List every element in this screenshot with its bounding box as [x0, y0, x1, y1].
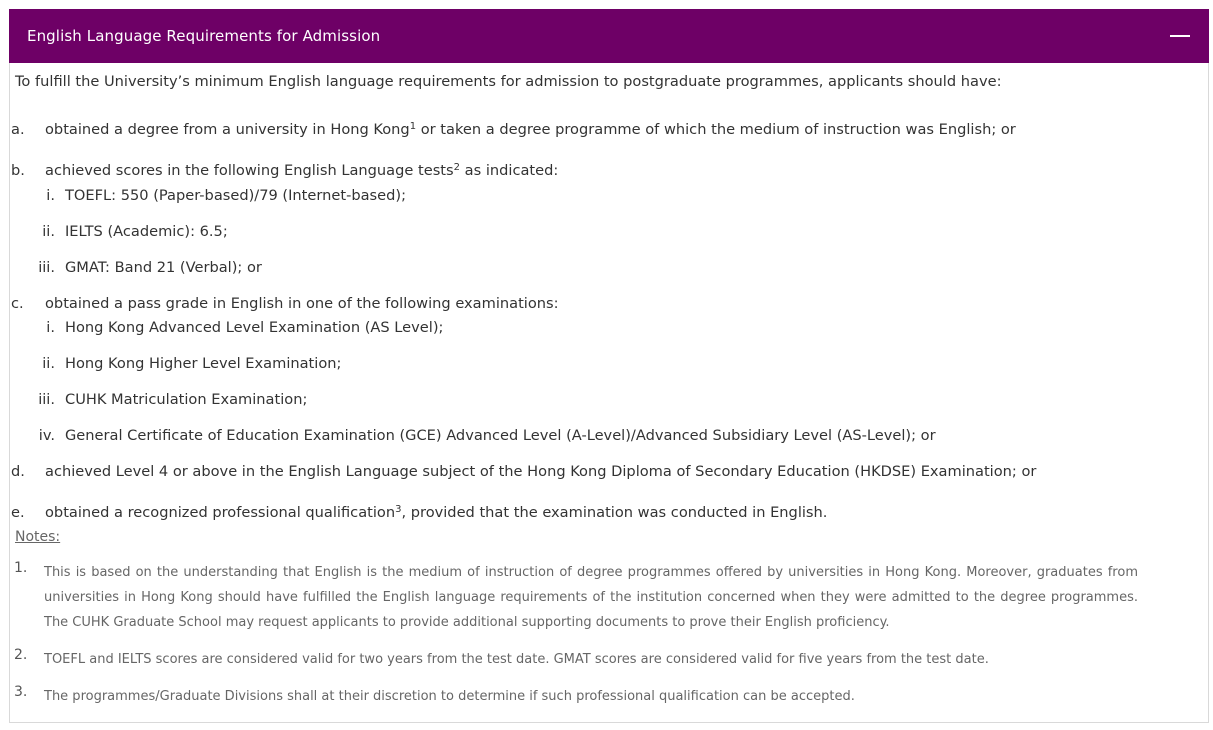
footnote-ref: 3 — [395, 504, 402, 515]
sub-item: iv. General Certificate of Education Examination (GCE) Advanced Level (A-Level)/Advanced Subsidiary Level (AS-Level); or — [38, 427, 936, 444]
list-marker: b. — [11, 162, 25, 179]
footnote-ref: 1 — [409, 121, 417, 132]
intro-text: To fulfill the University’s minimum English language requirements for admission to postgraduate programmes, applicants should have: — [15, 73, 1002, 90]
accordion-header[interactable] — [9, 9, 1209, 63]
note-marker: 3. — [14, 684, 28, 700]
list-item-text: obtained a pass grade in English in one of the following examinations: — [45, 295, 559, 312]
sub-item: ii. IELTS (Academic): 6.5; — [42, 223, 228, 240]
list-item-e — [11, 504, 827, 521]
minus-icon[interactable] — [1169, 25, 1191, 47]
list-item-text: achieved scores in the following English Language tests$^2$ as indicated: — [45, 162, 559, 179]
list-item-b — [11, 162, 558, 179]
sub-item: i. TOEFL: 550 (Paper-based)/79 (Internet-based); — [46, 187, 406, 204]
sub-item: i. Hong Kong Advanced Level Examination (AS Level); — [46, 319, 444, 336]
note-item — [14, 684, 1138, 709]
list-item-text: obtained a degree from a university in Hong Kong$^1$ or taken a degree programme of which the medium of instruction was English; or — [45, 121, 1016, 138]
sub-item: iii. GMAT: Band 21 (Verbal); or — [38, 259, 262, 276]
list-marker: c. — [11, 295, 24, 312]
note-text: This is based on the understanding that English is the medium of instruction of degree programmes offered by universities in Hong Kong. Moreover, graduates from universities in Hong Kong should have fulfilled the English language requirements of the institution concerned when they were admitted to the degree programmes. The CUHK Graduate School may request applicants to provide additional supporting documents to prove their English proficiency. — [44, 565, 1138, 630]
note-marker: 1. — [14, 560, 28, 576]
note-item — [14, 647, 1138, 672]
footnote-ref: 2 — [453, 162, 460, 173]
list-marker: e. — [11, 504, 25, 521]
list-item-text: obtained a recognized professional qualification$^3$, provided that the examination was conducted in English. — [45, 504, 828, 521]
sub-item: iii. CUHK Matriculation Examination; — [38, 391, 308, 408]
sub-item: ii. Hong Kong Higher Level Examination; — [42, 355, 342, 372]
note-item — [14, 560, 1138, 635]
note-text: The programmes/Graduate Divisions shall at their discretion to determine if such professional qualification can be accepted. — [44, 689, 855, 704]
notes-heading: Notes: — [15, 529, 61, 545]
list-marker: d. — [11, 463, 25, 480]
panel-title: English Language Requirements for Admission — [27, 27, 381, 45]
note-text: TOEFL and IELTS scores are considered valid for two years from the test date. GMAT scores are considered valid for five years from the test date. — [44, 652, 989, 667]
list-item-a — [11, 121, 1016, 138]
note-marker: 2. — [14, 647, 28, 663]
list-item-c — [11, 295, 559, 312]
list-marker: a. — [11, 121, 25, 138]
list-item-text: achieved Level 4 or above in the English Language subject of the Hong Kong Diploma of Secondary Education (HKDSE) Examination; or — [45, 463, 1037, 480]
list-item-d — [11, 463, 1036, 480]
